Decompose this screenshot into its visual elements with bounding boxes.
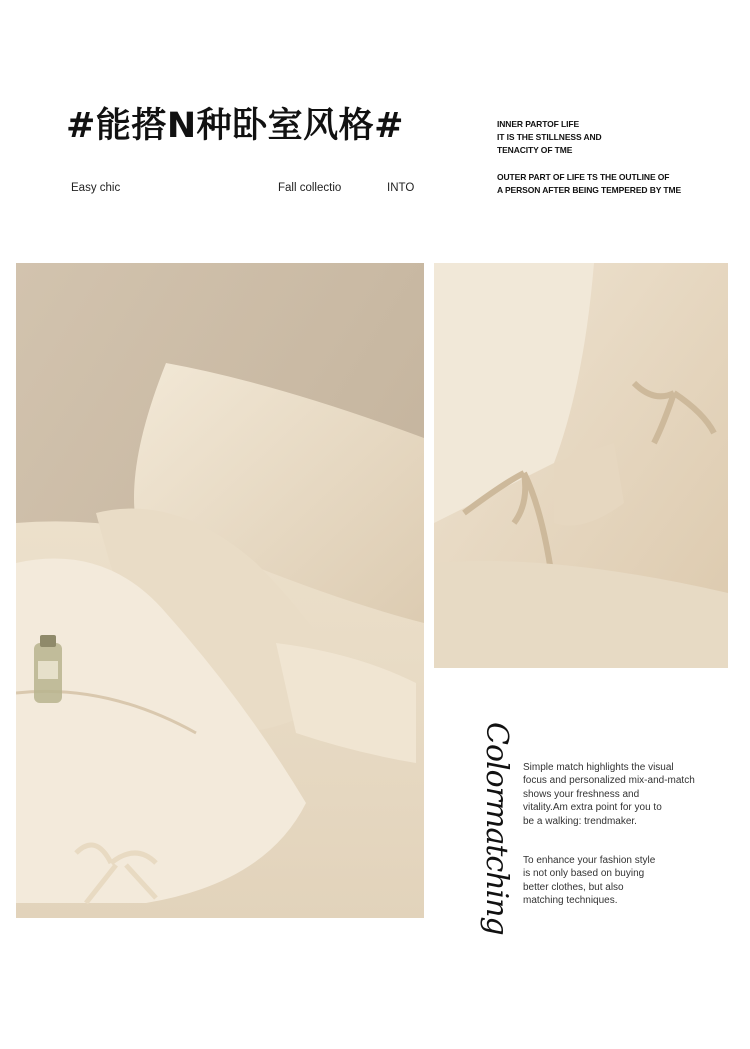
label-fall-collection: Fall collectio xyxy=(278,182,342,194)
paragraph-line: shows your freshness and xyxy=(523,788,640,800)
feature-paragraph-2 xyxy=(523,854,655,908)
paragraph-line: be a walking: trendmaker. xyxy=(523,815,637,827)
bedding-illustration xyxy=(16,263,424,918)
paragraph-line: To enhance your fashion style xyxy=(523,855,656,866)
quote-block-b xyxy=(497,171,681,197)
paragraph-line: better clothes, but also xyxy=(523,881,624,893)
quote-block-a xyxy=(497,118,602,157)
paragraph-line: is not only based on buying xyxy=(523,868,645,880)
label-easy-chic: Easy chic xyxy=(71,182,121,194)
paragraph-line: Simple match highlights the visual xyxy=(523,762,674,773)
paragraph-line: vitality.Am extra point for you to xyxy=(523,802,662,814)
quote-line: TENACITY OF TME xyxy=(497,145,573,155)
page-title: #能搭N种卧室风格# xyxy=(66,106,404,146)
feature-paragraph-1 xyxy=(523,761,695,828)
tie-detail-illustration xyxy=(434,263,728,668)
label-into: INTO xyxy=(387,182,415,194)
quote-line: IT IS THE STILLNESS AND xyxy=(497,132,602,142)
paragraph-line: focus and personalized mix-and-match xyxy=(523,775,695,787)
paragraph-line: matching techniques. xyxy=(523,895,618,907)
quote-line: INNER PARTOF LIFE xyxy=(497,119,580,129)
color-matching-script-title: Colormatching xyxy=(479,722,514,935)
quote-line: A PERSON AFTER BEING TEMPERED BY TME xyxy=(497,185,682,195)
quote-line: OUTER PART OF LIFE TS THE OUTLINE OF xyxy=(497,172,670,182)
bedding-photo-detail xyxy=(434,263,728,668)
bedding-photo-main xyxy=(16,263,424,918)
